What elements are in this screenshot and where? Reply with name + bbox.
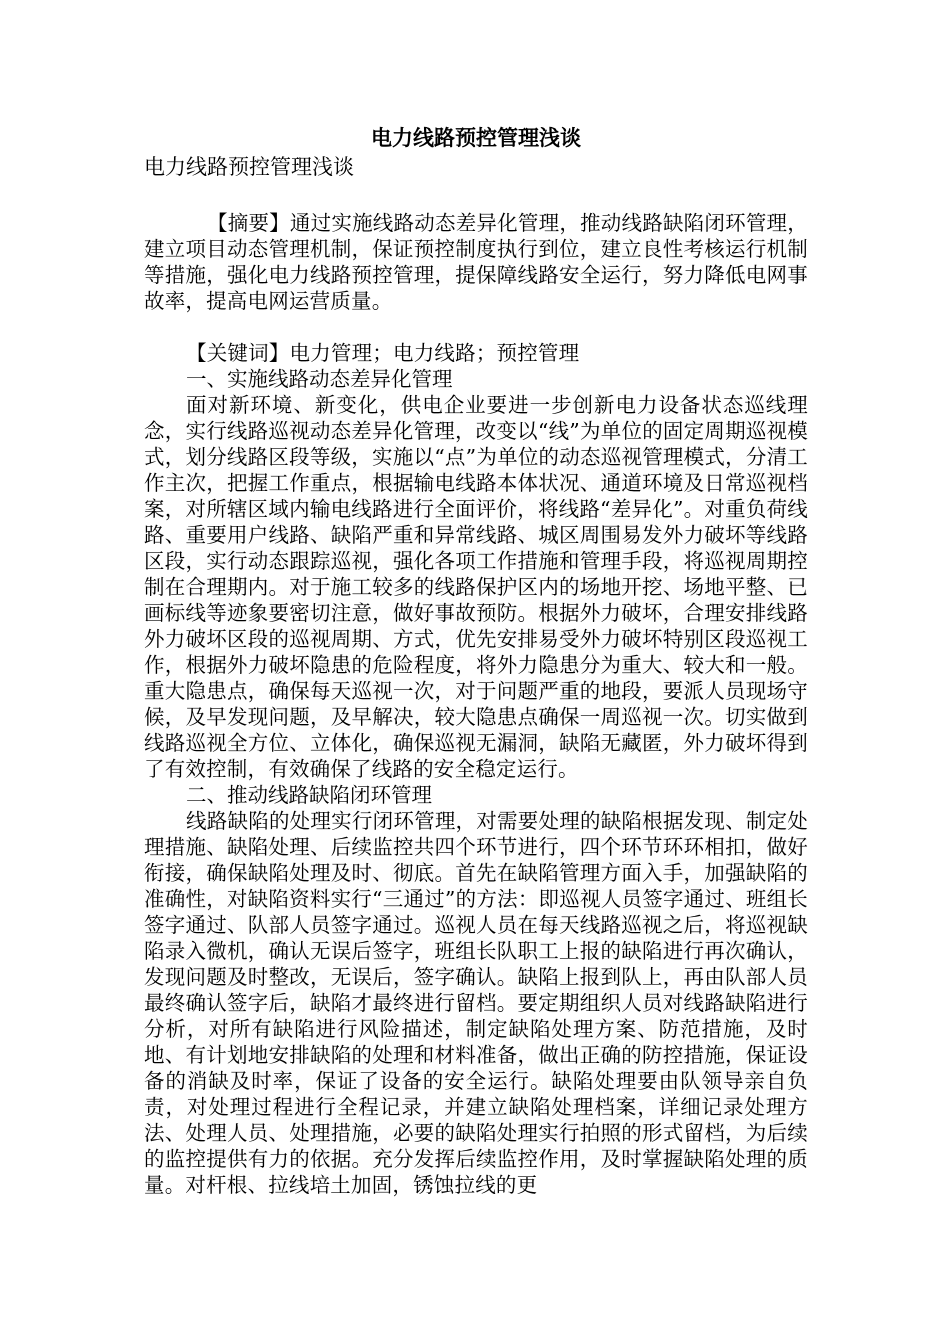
document-content (144, 122, 808, 1198)
document-title: 电力线路预控管理浅谈 (371, 125, 581, 150)
section-2-heading: 二、推动线路缺陷闭环管理 (186, 783, 432, 807)
keywords-paragraph: 【关键词】电力管理；电力线路；预控管理 (186, 341, 580, 365)
section-2-body: 线路缺陷的处理实行闭环管理，对需要处理的缺陷根据发现、制定处理措施、缺陷处理、后续监控共四个环节进行，四个环节环环相扣，做好衔接，确保缺陷处理及时、彻底。首先在缺陷管理方面入手，加强缺陷的准确性，对缺陷资料实行“三通过”的方法：即巡视人员签字通过、班组长签字通过、队部人员签字通过。巡视人员在每天线路巡视之后，将巡视缺陷录入微机，确认无误后签字，班组长队职工上报的缺陷进行再次确认，发现问题及时整改，无误后，签字确认。缺陷上报到队上，再由队部人员最终确认签字后，缺陷才最终进行留档。要定期组织人员对线路缺陷进行分析，对所有缺陷进行风险描述，制定缺陷处理方案、防范措施，及时地、有计划地安排缺陷的处理和材料准备，做出正确的防控措施，保证设备的消缺及时率，保证了设备的安全运行。缺陷处理要由队领导亲自负责，对处理过程进行全程记录，并建立缺陷处理档案，详细记录处理方法、处理人员、处理措施，必要的缺陷处理实行拍照的形式留档，为后续的监控提供有力的依据。充分发挥后续监控作用，及时掌握缺陷处理的质量。对杆根、拉线培土加固，锈蚀拉线的更 (144, 809, 808, 1197)
section-1-heading: 一、实施线路动态差异化管理 (186, 367, 453, 391)
document-subtitle: 电力线路预控管理浅谈 (144, 155, 354, 179)
section-1-body: 面对新环境、新变化，供电企业要进一步创新电力设备状态巡线理念，实行线路巡视动态差异化管理，改变以“线”为单位的固定周期巡视模式，划分线路区段等级，实施以“点”为单位的动态巡视管理模式，分清工作主次，把握工作重点，根据输电线路本体状况、通道环境及日常巡视档案，对所辖区域内输电线路进行全面评价，将线路“差异化”。对重负荷线路、重要用户线路、缺陷严重和异常线路、城区周围易发外力破坏等线路区段，实行动态跟踪巡视，强化各项工作措施和管理手段，将巡视周期控制在合理期内。对于施工较多的线路保护区内的场地开挖、场地平整、已画标线等迹象要密切注意，做好事故预防。根据外力破坏，合理安排线路外力破坏区段的巡视周期、方式，优先安排易受外力破坏特别区段巡视工作，根据外力破坏隐患的危险程度，将外力隐患分为重大、较大和一般。重大隐患点，确保每天巡视一次，对于问题严重的地段，要派人员现场守候，及早发现问题，及早解决，较大隐患点确保一周巡视一次。切实做到线路巡视全方位、立体化，确保巡视无漏洞，缺陷无藏匿，外力破坏得到了有效控制，有效确保了线路的安全稳定运行。 (144, 393, 808, 781)
abstract-paragraph: 【摘要】通过实施线路动态差异化管理，推动线路缺陷闭环管理，建立项目动态管理机制，保证预控制度执行到位，建立良性考核运行机制等措施，强化电力线路预控管理，提保障线路安全运行，努力降低电网事故率，提高电网运营质量。 (144, 211, 808, 313)
